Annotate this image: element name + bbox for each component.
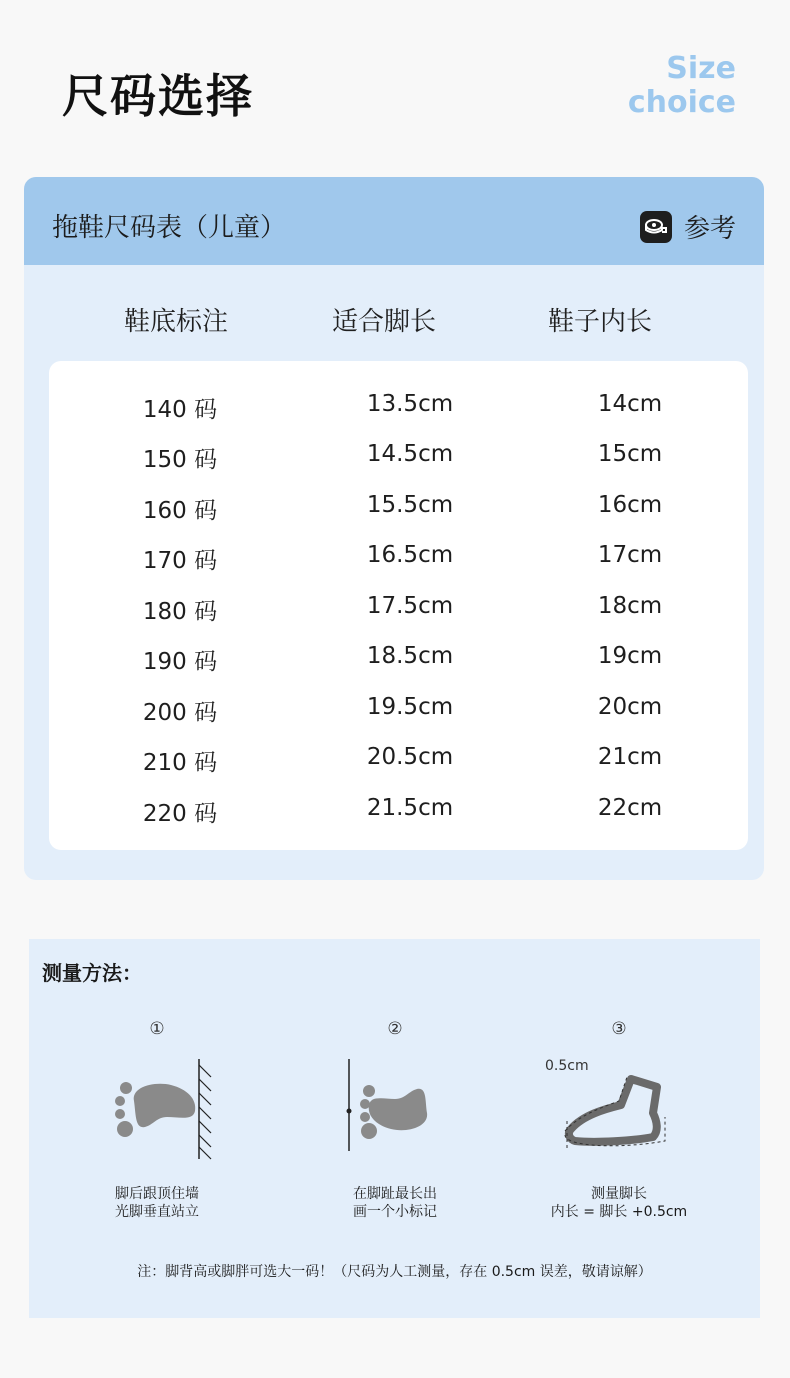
- column-header-foot-length: 适合脚长: [331, 307, 436, 337]
- size-chart-header: [24, 177, 764, 265]
- step-desc-line1: 脚后跟顶住墙: [115, 1186, 199, 1202]
- measure-title: 测量方法：: [42, 961, 142, 985]
- column-header-inner-length: 鞋子内长: [547, 307, 652, 337]
- measure-step-3-desc: [509, 1185, 729, 1221]
- size-chart-title: 拖鞋尺码表（儿童）: [52, 213, 287, 243]
- size-chart-card: [24, 177, 764, 880]
- cell-sole-mark: 220 码: [142, 801, 218, 827]
- measure-step-3: [509, 1019, 729, 1039]
- cell-sole-mark: 170 码: [142, 548, 218, 574]
- step-desc-line1: 在脚趾最长出: [353, 1186, 437, 1202]
- cell-inner-length: 17cm: [597, 542, 663, 568]
- table-row: [49, 593, 748, 629]
- cell-foot-length: 14.5cm: [366, 441, 454, 467]
- cell-foot-length: 13.5cm: [366, 391, 454, 417]
- size-choice-heading: [628, 52, 736, 120]
- step-number: ③: [611, 1019, 627, 1039]
- cell-sole-mark: 160 码: [142, 498, 218, 524]
- step-number: ②: [387, 1019, 403, 1039]
- table-row: [49, 542, 748, 578]
- foot-against-wall-icon: [109, 1059, 219, 1164]
- cell-inner-length: 14cm: [597, 391, 663, 417]
- step-desc-line2: 内长 = 脚长 +0.5cm: [550, 1204, 688, 1220]
- cell-foot-length: 19.5cm: [366, 694, 454, 720]
- table-row: [49, 391, 748, 427]
- measure-step-2-desc: [285, 1185, 505, 1221]
- size-choice-line1: Size: [666, 51, 736, 86]
- reference-badge: [640, 208, 736, 245]
- foot-mark-icon: [343, 1059, 443, 1154]
- cell-sole-mark: 190 码: [142, 649, 218, 675]
- cell-foot-length: 20.5cm: [366, 744, 454, 770]
- table-row: [49, 643, 748, 679]
- cell-inner-length: 16cm: [597, 492, 663, 518]
- column-header-sole-mark: 鞋底标注: [123, 307, 228, 337]
- table-row: [49, 744, 748, 780]
- shoe-outline-icon: [561, 1071, 676, 1151]
- table-row: [49, 694, 748, 730]
- cell-sole-mark: 140 码: [142, 397, 218, 423]
- cell-inner-length: 15cm: [597, 441, 663, 467]
- step-number: ①: [149, 1019, 165, 1039]
- table-row: [49, 441, 748, 477]
- size-choice-line2: choice: [627, 85, 736, 120]
- measure-note: 注：脚背高或脚胖可选大一码！（尺码为人工测量，存在 0.5cm 误差，敬请谅解）: [137, 1264, 652, 1280]
- tape-measure-icon: [640, 211, 672, 243]
- step-desc-line2: 光脚垂直站立: [115, 1204, 199, 1220]
- cell-inner-length: 21cm: [597, 744, 663, 770]
- cell-sole-mark: 180 码: [142, 599, 218, 625]
- cell-inner-length: 19cm: [597, 643, 663, 669]
- table-row: [49, 795, 748, 831]
- measure-step-1-desc: [47, 1185, 267, 1221]
- cell-foot-length: 17.5cm: [366, 593, 454, 619]
- cell-foot-length: 15.5cm: [366, 492, 454, 518]
- reference-label: 参考: [683, 214, 736, 244]
- cell-inner-length: 20cm: [597, 694, 663, 720]
- page-title: 尺码选择: [62, 69, 254, 123]
- size-table-headers: [24, 301, 764, 341]
- cell-foot-length: 21.5cm: [366, 795, 454, 821]
- cell-sole-mark: 210 码: [142, 750, 218, 776]
- step-desc-line1: 测量脚长: [591, 1186, 647, 1202]
- cell-inner-length: 18cm: [597, 593, 663, 619]
- step-desc-line2: 画一个小标记: [353, 1204, 437, 1220]
- cell-inner-length: 22cm: [597, 795, 663, 821]
- cell-foot-length: 18.5cm: [366, 643, 454, 669]
- cell-sole-mark: 200 码: [142, 700, 218, 726]
- size-table: [49, 361, 748, 850]
- cell-foot-length: 16.5cm: [366, 542, 454, 568]
- cell-sole-mark: 150 码: [142, 447, 218, 473]
- offset-label: 0.5cm: [545, 1058, 589, 1074]
- measure-method-card: [29, 939, 760, 1318]
- measure-step-1: [47, 1019, 267, 1039]
- measure-step-2: [285, 1019, 505, 1039]
- table-row: [49, 492, 748, 528]
